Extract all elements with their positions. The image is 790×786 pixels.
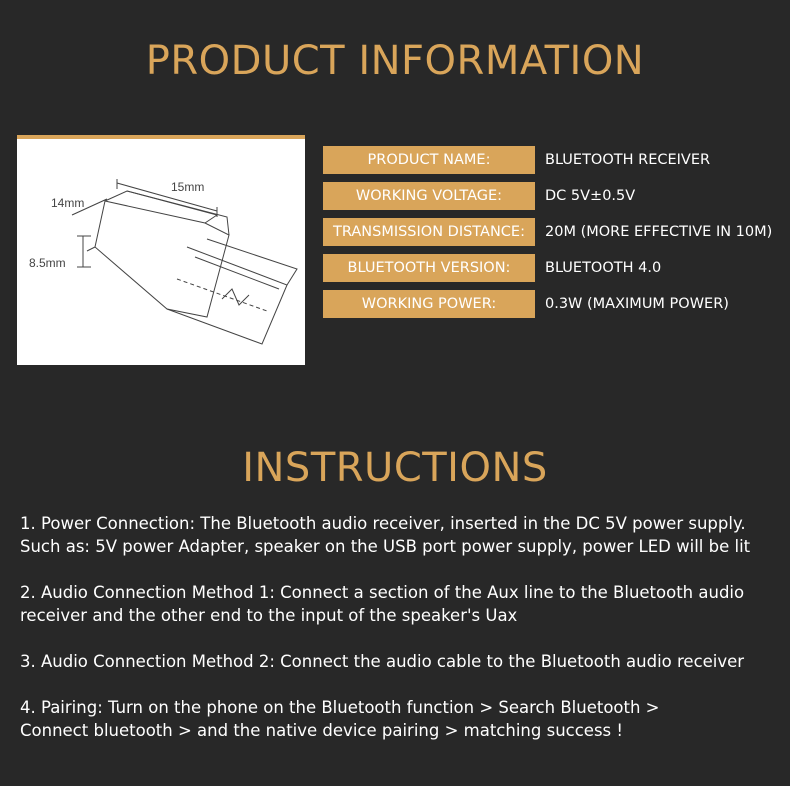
instruction-line: 4. Pairing: Turn on the phone on the Bluetooth function > Search Bluetooth > — [20, 698, 660, 717]
spec-label: TRANSMISSION DISTANCE: — [323, 218, 535, 246]
instruction-line: Such as: 5V power Adapter, speaker on the USB port power supply, power LED will be lit — [20, 537, 751, 556]
length-dimension-label: 15mm — [171, 180, 205, 194]
instruction-line: 3. Audio Connection Method 2: Connect the audio cable to the Bluetooth audio receiver — [20, 652, 745, 671]
instructions-list — [20, 512, 780, 765]
spec-row-transmission-distance — [323, 218, 783, 246]
spec-row-bluetooth-version — [323, 254, 783, 282]
instruction-item-power-connection — [20, 512, 780, 558]
spec-value: BLUETOOTH 4.0 — [545, 260, 662, 276]
instruction-line: Connect bluetooth > and the native device pairing > matching success ! — [20, 721, 623, 740]
product-dimension-diagram — [17, 135, 305, 365]
instruction-line: 2. Audio Connection Method 1: Connect a section of the Aux line to the Bluetooth audio — [20, 583, 745, 602]
height-dimension-label: 8.5mm — [29, 256, 66, 270]
instruction-line: receiver and the other end to the input of the speaker's Uax — [20, 606, 518, 625]
spec-label: WORKING POWER: — [323, 290, 535, 318]
spec-label: WORKING VOLTAGE: — [323, 182, 535, 210]
spec-value: 0.3W (MAXIMUM POWER) — [545, 296, 729, 312]
instruction-item-pairing — [20, 696, 780, 742]
instruction-item-audio-method-1 — [20, 581, 780, 627]
usb-receiver-drawing — [17, 139, 305, 365]
spec-value: DC 5V±0.5V — [545, 188, 636, 204]
spec-row-working-power — [323, 290, 783, 318]
instructions-heading: INSTRUCTIONS — [242, 445, 548, 491]
instruction-line: 1. Power Connection: The Bluetooth audio receiver, inserted in the DC 5V power supply. — [20, 514, 746, 533]
spec-row-working-voltage — [323, 182, 783, 210]
spec-value: 20M (MORE EFFECTIVE IN 10M) — [545, 224, 773, 240]
spec-label: PRODUCT NAME: — [323, 146, 535, 174]
product-information-heading: PRODUCT INFORMATION — [145, 38, 645, 84]
instruction-item-audio-method-2 — [20, 650, 780, 673]
spec-row-product-name — [323, 146, 783, 174]
width-dimension-label: 14mm — [51, 196, 85, 210]
spec-label: BLUETOOTH VERSION: — [323, 254, 535, 282]
spec-value: BLUETOOTH RECEIVER — [545, 152, 711, 168]
